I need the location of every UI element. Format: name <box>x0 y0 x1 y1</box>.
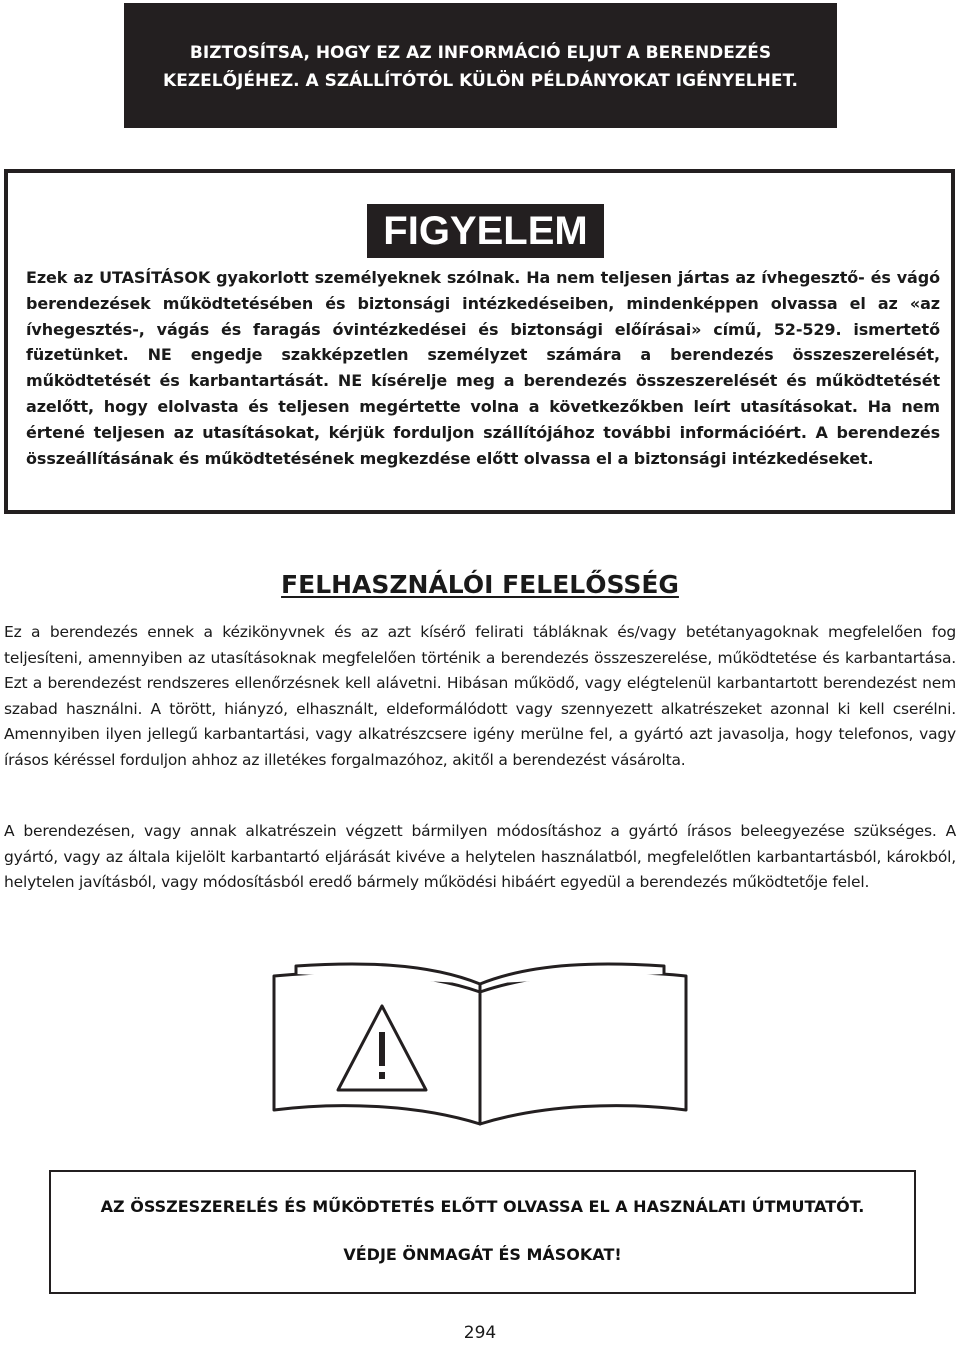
warning-title: FIGYELEM <box>367 204 604 258</box>
notice-box <box>49 1170 916 1294</box>
warning-box <box>4 169 955 514</box>
notice-line-2: VÉDJE ÖNMAGÁT ÉS MÁSOKAT! <box>343 1245 622 1264</box>
banner-line-2: KEZELŐJÉHEZ. A SZÁLLÍTÓTÓL KÜLÖN PÉLDÁNYOKAT IGÉNYELHET. <box>163 71 798 91</box>
warning-text: Ezek az UTASÍTÁSOK gyakorlott személyeknek szólnak. Ha nem teljesen jártas az ívhegesztő- és vágó berendezések működtetésében és biztonsági intézkedéseiben, mindenképpen olvassa el az «az ívhegesztés-, vágás és faragás óvintézkedései és biztonsági előírásai» című, 52-529. ismertető füzetünket. NE engedje szakképzetlen személyzet számára a berendezés összeszerelését, működtetését és karbantartását. NE kísérelje meg a berendezés összeszerelését és működtetését azelőtt, hogy elolvasta és teljesen megértette volna a következőkben leírt utasításokat. Ha nem értené teljesen az utasításokat, kérjük forduljon szállítójához további információért. A berendezés összeállításának és működtetésének megkezdése előtt olvassa el a biztonsági intézkedéseket. <box>26 268 940 468</box>
notice-line-1: AZ ÖSSZESZERELÉS ÉS MŰKÖDTETÉS ELŐTT OLVASSA EL A HASZNÁLATI ÚTMUTATÓT. <box>100 1197 865 1216</box>
page-number: 294 <box>463 1323 497 1343</box>
responsibility-paragraph-2: A berendezésen, vagy annak alkatrészein végzett bármilyen módosításhoz a gyártó írásos beleegyezése szükséges. A gyártó, vagy az általa kijelölt karbantartó eljárását kivéve a helytelen használatból, megfelelőtlen karbantartásból, károkból, helytelen javításból, vagy módosításból eredő bármely működési hibáért egyedül a berendezés működtetője felel. <box>4 822 956 892</box>
responsibility-paragraph-1: Ez a berendezés ennek a kézikönyvnek és az azt kísérő felirati tábláknak és/vagy betétanyagoknak megfelelően fog teljesíteni, amennyiben az utasításoknak megfelelően történik a berendezés összeszerelése, működtetése és karbantartása. Ezt a berendezést rendszeres ellenőrzésnek kell alávetni. Hibásan működő, vagy elégtelenül karbantartott berendezést nem szabad használni. A törött, hiányzó, elhasznált, eldeformálódott vagy szennyezett alkatrészeket azonnal ki kell cserélni. Amennyiben ilyen jellegű karbantartási, vagy alkatrészcsere igény merülne fel, a gyártó azt javasolja, hogy telefonos, vagy írásos kéréssel forduljon ahhoz az illetékes forgalmazóhoz, akitől a berendezést vásárolta. <box>4 623 956 769</box>
banner-line-1: BIZTOSÍTSA, HOGY EZ AZ INFORMÁCIÓ ELJUT A BERENDEZÉS <box>189 43 772 63</box>
section-title: FELHASZNÁLÓI FELELŐSSÉG <box>281 570 679 599</box>
open-book-warning-icon <box>266 962 694 1128</box>
top-banner <box>124 3 837 128</box>
